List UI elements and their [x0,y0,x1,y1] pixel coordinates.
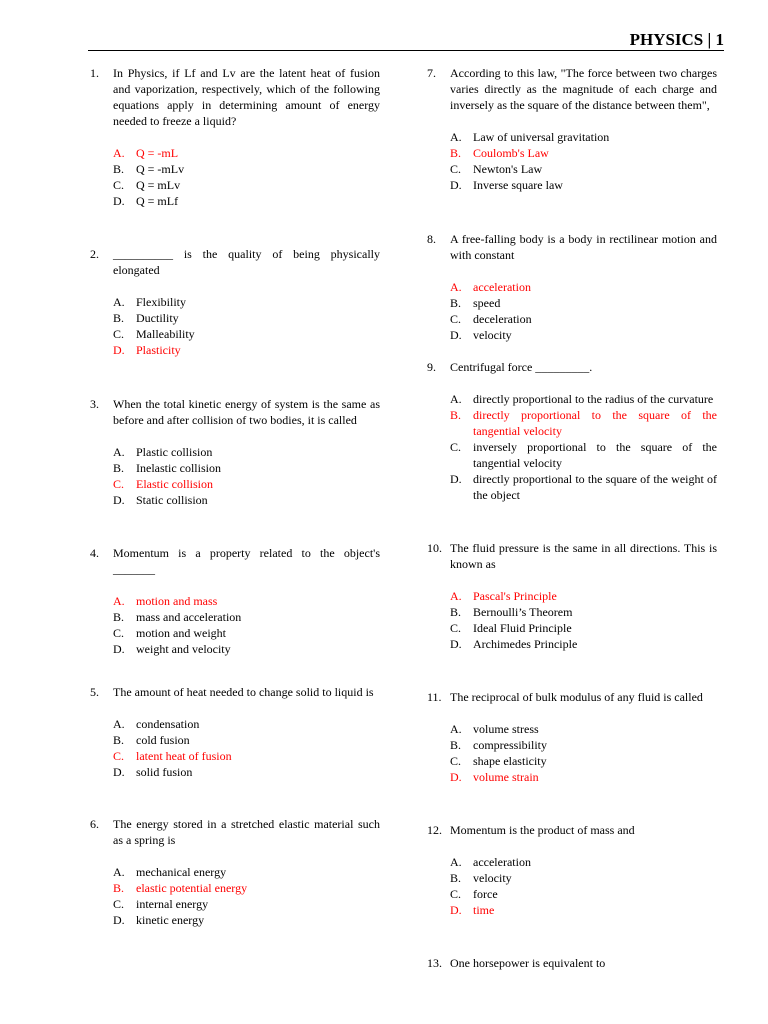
answer-option [113,716,380,732]
question-number: 7. [427,66,436,80]
option-text: acceleration [473,855,531,869]
option-letter: C. [450,754,462,768]
answer-option [113,912,380,928]
answer-option-correct [450,769,717,785]
question-item [427,231,717,343]
answer-option [113,764,380,780]
option-text: directly proportional to the radius of the curvature [473,392,714,406]
answer-options [113,716,380,780]
option-letter: C. [113,178,125,192]
question-item [90,246,380,358]
option-text: deceleration [473,312,532,326]
option-text: Bernoulli’s Theorem [473,605,573,619]
option-letter: C. [113,327,125,341]
option-text: Flexibility [136,295,187,309]
option-text: Ideal Fluid Principle [473,621,572,635]
option-letter: A. [450,722,462,736]
option-text: velocity [473,871,512,885]
option-text: Inelastic collision [136,461,221,475]
answer-options [113,294,380,358]
answer-option [450,854,717,870]
question-text: In Physics, if Lf and Lv are the latent heat of fusion and vaporization, respectively, which of the following equations apply in determining amount of energy needed to freeze a liquid? [113,66,380,128]
option-text: condensation [136,717,200,731]
option-letter: A. [113,594,125,608]
answer-option [450,886,717,902]
answer-option [450,177,717,193]
question-number: 2. [90,247,99,261]
question-item [427,822,717,918]
question-number: 4. [90,546,99,560]
option-letter: D. [450,178,462,192]
option-text: directly proportional to the square of the weight of the object [473,472,717,502]
answer-option [113,625,380,641]
option-text: Plasticity [136,343,181,357]
page-title: PHYSICS | 1 [629,30,724,49]
option-text: velocity [473,328,512,342]
question-number: 6. [90,817,99,831]
option-letter: B. [450,871,462,885]
answer-option [450,620,717,636]
answer-option [450,295,717,311]
option-text: weight and velocity [136,642,231,656]
option-text: elastic potential energy [136,881,248,895]
answer-option-correct [113,880,380,896]
option-letter: C. [113,477,125,491]
option-text: compressibility [473,738,547,752]
answer-option-correct [113,342,380,358]
answer-option [450,471,717,503]
answer-option [450,311,717,327]
option-letter: C. [450,162,462,176]
option-text: kinetic energy [136,913,205,927]
question-text: One horsepower is equivalent to [450,956,606,970]
option-text: Malleability [136,327,195,341]
answer-option [450,604,717,620]
option-text: Law of universal gravitation [473,130,610,144]
answer-option-correct [113,145,380,161]
answer-option-correct [113,476,380,492]
option-text: mechanical energy [136,865,227,879]
option-text: mass and acceleration [136,610,242,624]
option-letter: D. [450,770,462,784]
question-number: 3. [90,397,99,411]
option-letter: B. [113,881,125,895]
option-letter: C. [113,897,125,911]
question-item [90,816,380,928]
answer-option [113,161,380,177]
option-letter: A. [450,855,462,869]
question-text: When the total kinetic energy of system is the same as before and after collision of two bodies, it is called [113,397,380,427]
option-letter: B. [450,738,462,752]
answer-options [450,588,717,652]
option-text: Q = mLv [136,178,181,192]
option-letter: D. [113,765,125,779]
option-letter: D. [450,472,462,486]
question-number: 12. [427,823,442,837]
answer-option [450,737,717,753]
answer-option [450,870,717,886]
option-text: Elastic collision [136,477,213,491]
option-letter: C. [450,312,462,326]
option-letter: A. [450,130,462,144]
option-letter: D. [450,903,462,917]
option-letter: D. [113,493,125,507]
question-text: Centrifugal force _________. [450,360,593,374]
answer-option [113,177,380,193]
option-letter: D. [450,328,462,342]
question-item [427,955,717,971]
option-letter: D. [113,343,125,357]
option-letter: B. [113,311,125,325]
question-text: The reciprocal of bulk modulus of any fluid is called [450,690,703,704]
answer-option-correct [113,593,380,609]
answer-option-correct [113,748,380,764]
option-text: shape elasticity [473,754,547,768]
option-text: cold fusion [136,733,190,747]
answer-option-correct [450,279,717,295]
option-letter: B. [113,162,125,176]
question-number: 9. [427,360,436,374]
answer-option [113,732,380,748]
answer-option [450,327,717,343]
answer-option [113,444,380,460]
option-letter: A. [113,865,125,879]
answer-options [113,444,380,508]
option-letter: C. [450,440,462,454]
answer-options [113,864,380,928]
question-text: __________ is the quality of being physically elongated [113,247,380,277]
option-text: motion and mass [136,594,218,608]
option-letter: D. [113,913,125,927]
answer-option [113,896,380,912]
answer-option [113,609,380,625]
option-letter: B. [113,461,125,475]
option-text: Newton's Law [473,162,543,176]
option-letter: A. [450,280,462,294]
option-text: time [473,903,495,917]
option-text: acceleration [473,280,531,294]
answer-option [113,310,380,326]
answer-option [450,636,717,652]
option-letter: A. [113,295,125,309]
option-text: Inverse square law [473,178,563,192]
answer-option-correct [450,588,717,604]
option-letter: B. [113,733,125,747]
answer-options [113,145,380,209]
option-letter: B. [450,296,462,310]
question-item [427,540,717,652]
option-letter: C. [113,749,125,763]
option-text: Static collision [136,493,208,507]
question-text: Momentum is a property related to the object's _______ [113,546,380,576]
question-number: 8. [427,232,436,246]
option-text: Ductility [136,311,179,325]
option-text: force [473,887,498,901]
question-text: A free-falling body is a body in rectilinear motion and with constant [450,232,717,262]
question-text: The fluid pressure is the same in all directions. This is known as [450,541,717,571]
answer-option [113,193,380,209]
question-item [90,396,380,508]
question-number: 11. [427,690,442,704]
option-text: Q = -mLv [136,162,185,176]
option-letter: A. [450,392,462,406]
option-text: inversely proportional to the square of the tangential velocity [473,440,717,470]
option-letter: C. [450,887,462,901]
answer-option [450,129,717,145]
question-item [90,65,380,209]
question-text: According to this law, "The force between two charges varies directly as the magnitude of each charge and inversely as the square of the distance between them", [450,66,717,112]
option-text: internal energy [136,897,209,911]
answer-option [113,492,380,508]
answer-option [113,460,380,476]
question-item [427,689,717,785]
answer-options [450,279,717,343]
option-text: volume stress [473,722,539,736]
option-letter: A. [113,445,125,459]
question-item [427,359,717,503]
option-letter: D. [450,637,462,651]
option-text: Plastic collision [136,445,213,459]
option-text: Archimedes Principle [473,637,578,651]
question-item [90,684,380,780]
option-letter: B. [450,408,462,422]
option-text: directly proportional to the square of the tangential velocity [473,408,717,438]
option-text: speed [473,296,501,310]
option-text: Q = mLf [136,194,179,208]
option-text: latent heat of fusion [136,749,232,763]
answer-option-correct [450,145,717,161]
question-text: The energy stored in a stretched elastic material such as a spring is [113,817,380,847]
answer-option [450,161,717,177]
question-text: Momentum is the product of mass and [450,823,635,837]
option-letter: A. [113,717,125,731]
answer-option [450,391,717,407]
answer-option [450,753,717,769]
option-text: Q = -mL [136,146,179,160]
option-letter: C. [450,621,462,635]
option-letter: A. [113,146,125,160]
question-text: The amount of heat needed to change solid to liquid is [113,685,374,699]
answer-options [450,129,717,193]
left-column [90,0,380,1024]
option-letter: B. [113,610,125,624]
option-letter: B. [450,146,462,160]
option-text: motion and weight [136,626,226,640]
answer-option-correct [450,407,717,439]
option-letter: A. [450,589,462,603]
question-number: 5. [90,685,99,699]
answer-options [450,854,717,918]
option-letter: C. [113,626,125,640]
answer-option [450,439,717,471]
answer-option [113,864,380,880]
option-letter: B. [450,605,462,619]
answer-option [113,641,380,657]
option-text: solid fusion [136,765,193,779]
answer-option-correct [450,902,717,918]
right-column [427,0,717,1024]
question-item [90,545,380,657]
answer-options [450,391,717,503]
question-number: 10. [427,541,442,555]
option-text: Pascal's Principle [473,589,557,603]
answer-option [450,721,717,737]
option-text: volume strain [473,770,539,784]
question-item [427,65,717,193]
question-number: 13. [427,956,442,970]
option-letter: D. [113,194,125,208]
question-number: 1. [90,66,99,80]
answer-option [113,294,380,310]
answer-options [113,593,380,657]
answer-option [113,326,380,342]
answer-options [450,721,717,785]
option-letter: D. [113,642,125,656]
option-text: Coulomb's Law [473,146,549,160]
